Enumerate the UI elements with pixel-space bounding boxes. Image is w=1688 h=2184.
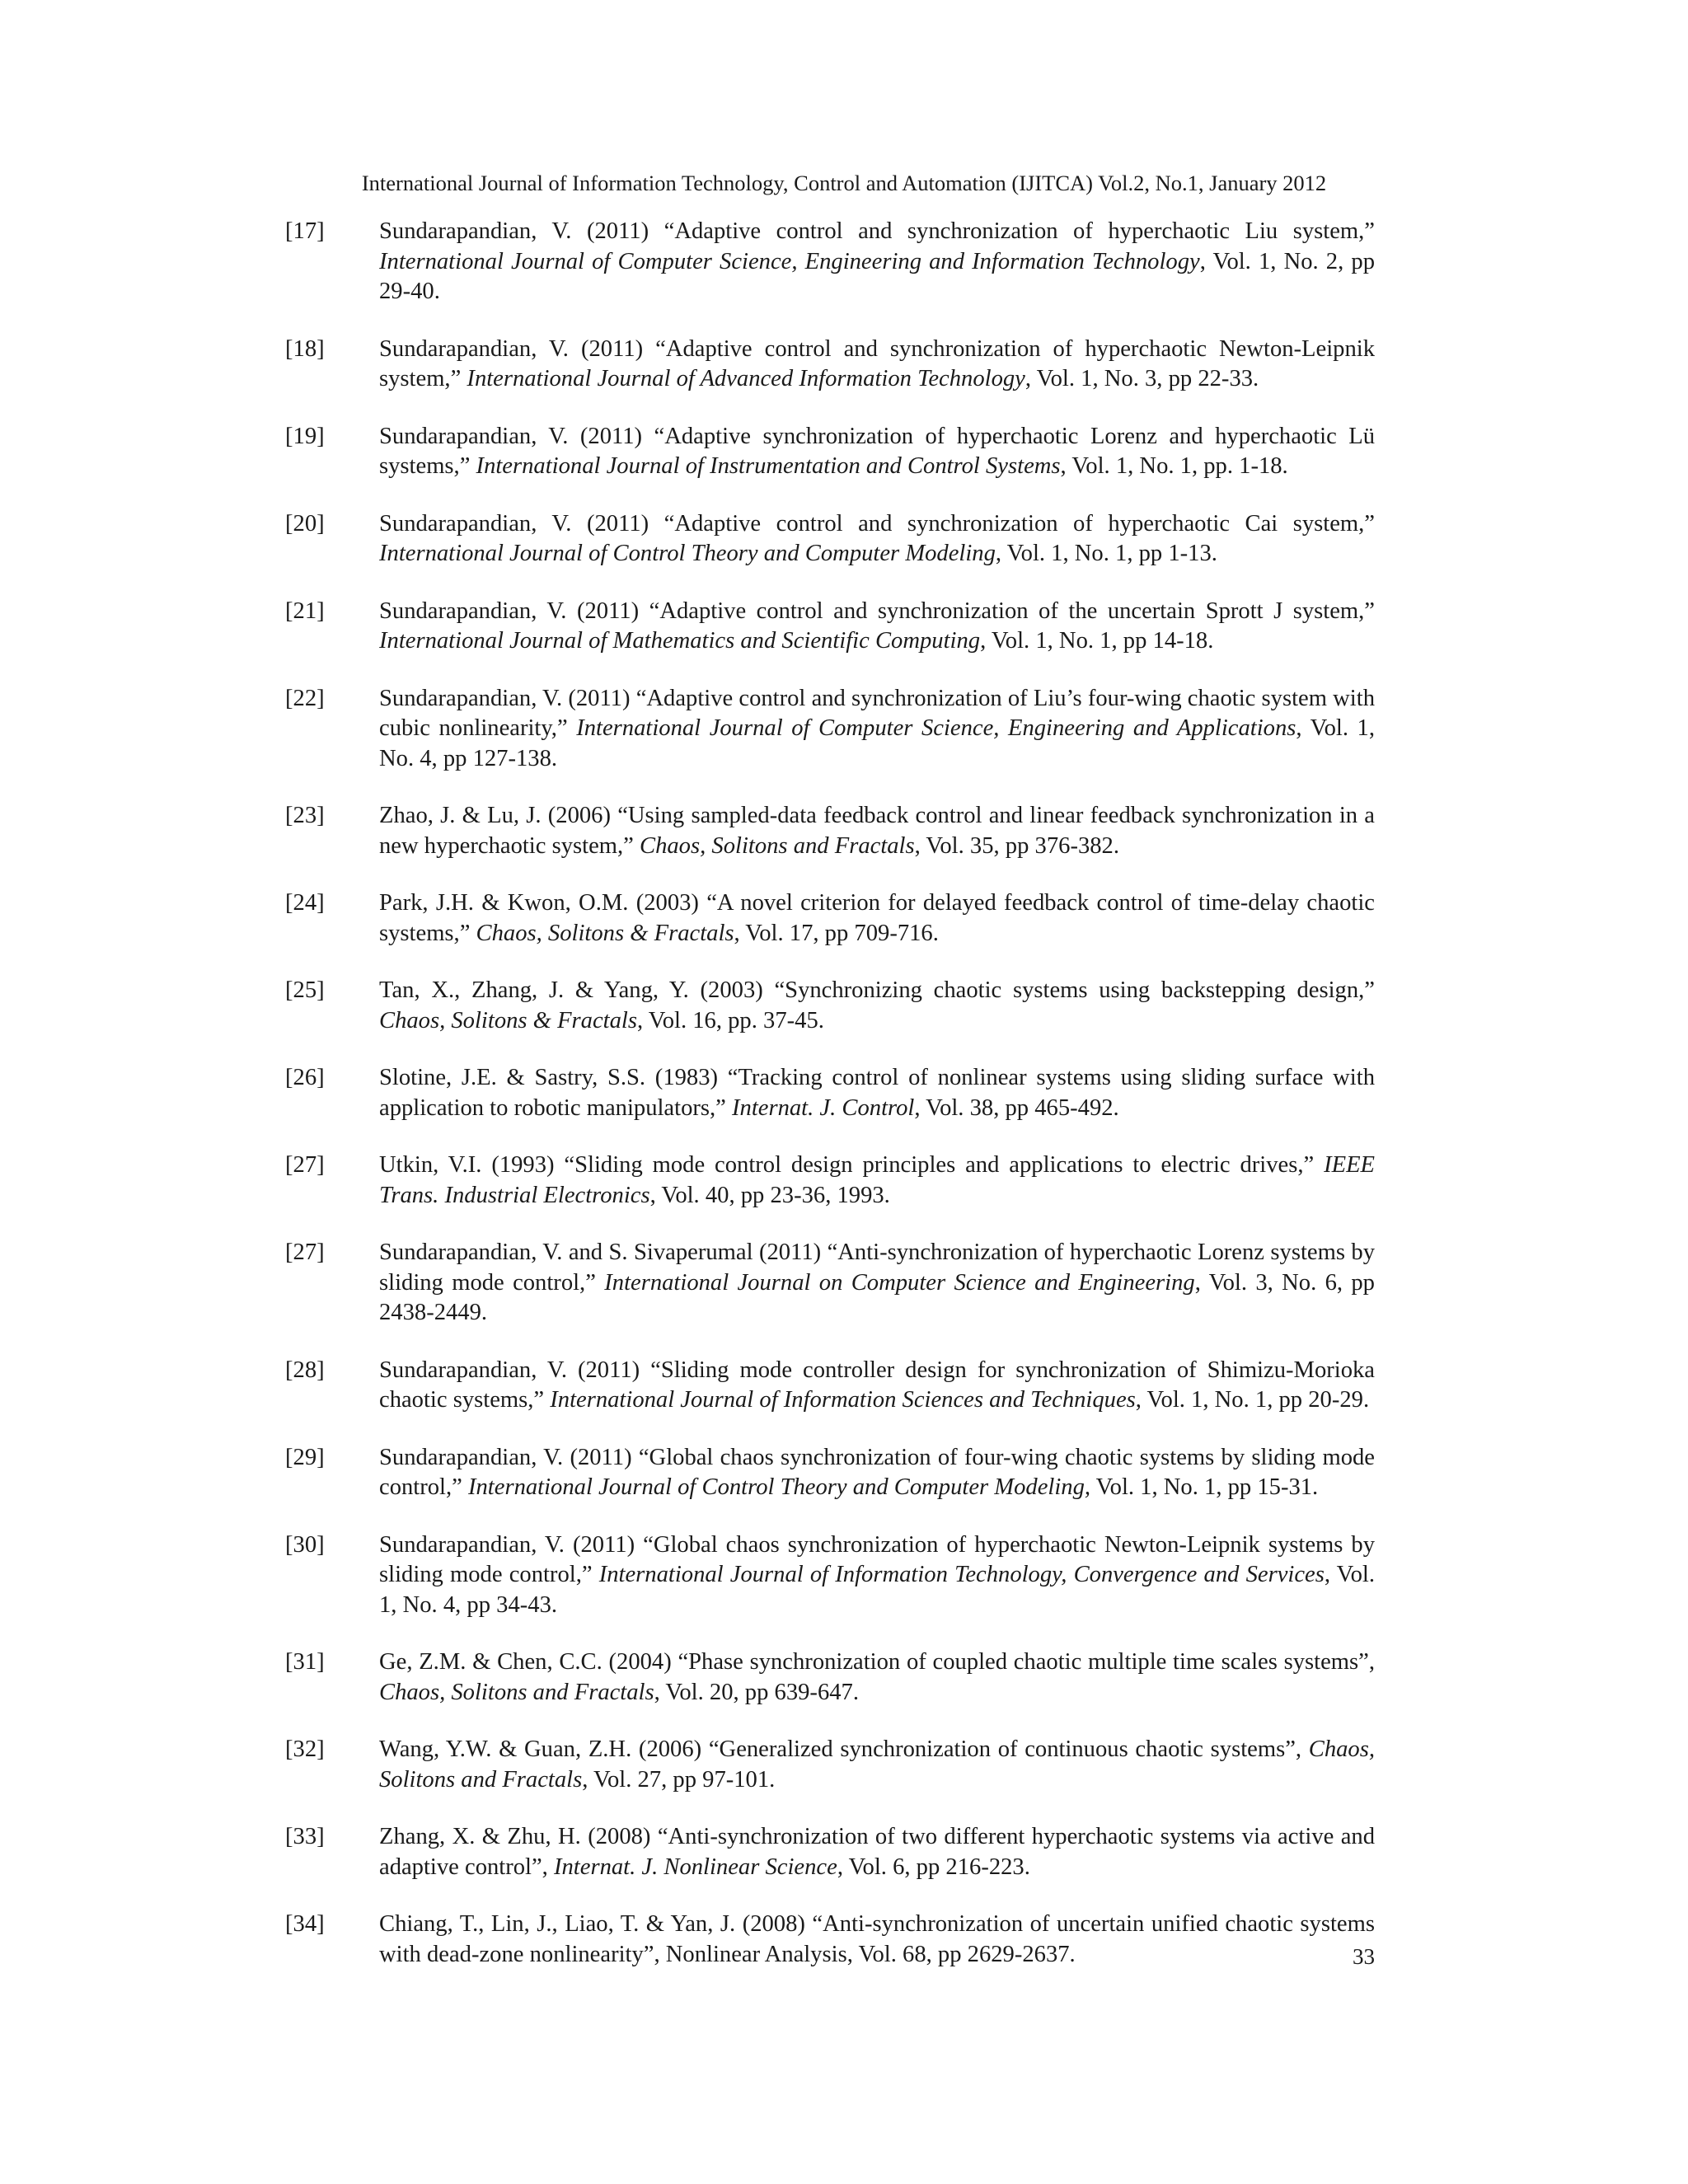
reference-venue: Chaos, Solitons and Fractals (640, 832, 915, 859)
reference-venue: International Journal of Instrumentation and Control Systems (476, 453, 1061, 479)
reference-number: [25] (285, 977, 325, 1003)
reference-text: Wang, Y.W. & Guan, Z.H. (2006) “Generalized synchronization of continuous chaotic systems”, Chaos, Solitons and Fractals, Vol. 27, pp 97-101. (379, 1736, 1375, 1793)
reference-venue: International Journal of Mathematics and Scientific Computing (379, 628, 981, 654)
running-header: International Journal of Information Technology, Control and Automation (IJITCA) Vol.2, No.1, January 2012 (361, 171, 1327, 195)
reference-number: [18] (285, 335, 325, 362)
reference-text: Park, J.H. & Kwon, O.M. (2003) “A novel criterion for delayed feedback control of time-delay chaotic systems,” Chaos, Solitons & Fractals, Vol. 17, pp 709-716. (379, 890, 1375, 946)
reference-text: Ge, Z.M. & Chen, C.C. (2004) “Phase synchronization of coupled chaotic multiple time scales systems”, Chaos, Solitons and Fractals, Vol. 20, pp 639-647. (379, 1649, 1375, 1705)
reference-venue: International Journal of Advanced Information Technology (467, 366, 1025, 391)
reference-item (285, 888, 1375, 949)
reference-item (285, 801, 1375, 861)
reference-number: [17] (285, 218, 325, 244)
reference-item (285, 1735, 1375, 1795)
reference-venue: International Journal of Control Theory and Computer Modeling, (467, 1474, 1091, 1500)
reference-item (285, 1910, 1375, 1970)
reference-item (285, 1647, 1375, 1708)
reference-venue: International Journal on Computer Science and Engineering (604, 1269, 1195, 1296)
reference-number: [34] (285, 1911, 325, 1937)
reference-text: Slotine, J.E. & Sastry, S.S. (1983) “Tracking control of nonlinear systems using sliding surface with application to robotic manipulators,” Internat. J. Control, Vol. 38, pp 465-492. (379, 1065, 1375, 1121)
reference-venue: Chaos, Solitons & Fractals (476, 920, 734, 946)
reference-number: [28] (285, 1357, 325, 1383)
page-number: 33 (1353, 1944, 1375, 1969)
reference-number: [29] (285, 1444, 325, 1470)
reference-number: [21] (285, 598, 325, 624)
reference-item (285, 1822, 1375, 1882)
reference-number: [30] (285, 1531, 325, 1558)
reference-item (285, 1238, 1375, 1329)
reference-item (285, 1151, 1375, 1211)
reference-item (285, 1063, 1375, 1123)
reference-text: Zhao, J. & Lu, J. (2006) “Using sampled-data feedback control and linear feedback synchronization in a new hyperchaotic system,” Chaos, Solitons and Fractals, Vol. 35, pp 376-382. (379, 803, 1375, 859)
reference-number: [27] (285, 1152, 325, 1178)
reference-item (285, 1443, 1375, 1503)
reference-venue: IEEE Trans. Industrial Electronics (379, 1152, 1375, 1208)
reference-text: Sundarapandian, V. (2011) “Global chaos synchronization of four-wing chaotic systems by sliding mode control,” International Journal of Control Theory and Computer Modeling, Vol. 1, No. 1, pp 15-31. (379, 1444, 1375, 1500)
reference-item (285, 422, 1375, 482)
reference-text: Zhang, X. & Zhu, H. (2008) “Anti-synchronization of two different hyperchaotic systems via active and adaptive control”, Internat. J. Nonlinear Science, Vol. 6, pp 216-223. (379, 1824, 1375, 1880)
reference-venue: Chaos, Solitons & Fractals (379, 1007, 637, 1033)
reference-venue: Chaos, Solitons and Fractals (379, 1736, 1375, 1793)
reference-venue: International Journal of Information Sciences and Techniques (550, 1387, 1136, 1413)
reference-number: [26] (285, 1065, 325, 1090)
reference-venue: International Journal of Information Technology, Convergence and Services (598, 1562, 1325, 1587)
reference-text: Sundarapandian, V. and S. Sivaperumal (2011) “Anti-synchronization of hyperchaotic Lorenz systems by sliding mode control,” International Journal on Computer Science and Engineering, Vol. 3, No. 6, pp 2438-2449. (379, 1240, 1375, 1325)
reference-number: [27] (285, 1240, 325, 1265)
reference-text: Sundarapandian, V. (2011) “Adaptive control and synchronization of hyperchaotic Newton-Leipnik system,” International Journal of Advanced Information Technology, Vol. 1, No. 3, pp 22-33. (379, 335, 1375, 391)
reference-text: Sundarapandian, V. (2011) “Adaptive synchronization of hyperchaotic Lorenz and hyperchaotic Lü systems,” International Journal of Instrumentation and Control Systems, Vol. 1, No. 1, pp. 1-18. (379, 423, 1375, 479)
reference-item (285, 1356, 1375, 1416)
reference-text: Sundarapandian, V. (2011) “Global chaos synchronization of hyperchaotic Newton-Leipnik systems by sliding mode control,” International Journal of Information Technology, Convergence and Services, Vol. 1, No. 4, pp 34-43. (379, 1531, 1375, 1618)
reference-number: [22] (285, 685, 325, 711)
reference-text: Utkin, V.I. (1993) “Sliding mode control design principles and applications to electric drives,” IEEE Trans. Industrial Electronics, Vol. 40, pp 23-36, 1993. (379, 1152, 1375, 1208)
reference-text: Sundarapandian, V. (2011) “Adaptive control and synchronization of Liu’s four-wing chaotic system with cubic nonlinearity,” International Journal of Computer Science, Engineering and Applications, Vol. 1, No. 4, pp 127-138. (379, 685, 1375, 771)
reference-item (285, 1530, 1375, 1621)
reference-number: [20] (285, 510, 325, 537)
reference-number: [32] (285, 1736, 325, 1762)
reference-text: Sundarapandian, V. (2011) “Sliding mode controller design for synchronization of Shimizu-Morioka chaotic systems,” International Journal of Information Sciences and Techniques, Vol. 1, No. 1, pp 20-29. (379, 1357, 1375, 1413)
reference-text: Tan, X., Zhang, J. & Yang, Y. (2003) “Synchronizing chaotic systems using backstepping design,” Chaos, Solitons & Fractals, Vol. 16, pp. 37-45. (379, 977, 1375, 1033)
reference-item (285, 335, 1375, 395)
reference-number: [31] (285, 1649, 325, 1675)
reference-item (285, 217, 1375, 307)
reference-number: [19] (285, 423, 325, 449)
reference-venue: International Journal of Computer Science, Engineering and Applications (576, 715, 1296, 741)
reference-item (285, 684, 1375, 775)
reference-text: Sundarapandian, V. (2011) “Adaptive control and synchronization of hyperchaotic Cai system,” International Journal of Control Theory and Computer Modeling, Vol. 1, No. 1, pp 1-13. (379, 510, 1375, 566)
reference-list (285, 217, 1375, 1997)
reference-text: Chiang, T., Lin, J., Liao, T. & Yan, J. (2008) “Anti-synchronization of uncertain unified chaotic systems with dead-zone nonlinearity”, Nonlinear Analysis, Vol. 68, pp 2629-2637. (379, 1911, 1375, 1967)
reference-venue: Internat. J. Nonlinear Science (553, 1854, 837, 1880)
reference-item (285, 509, 1375, 569)
reference-item (285, 976, 1375, 1036)
reference-venue: Internat. J. Control (732, 1094, 915, 1121)
reference-item (285, 597, 1375, 657)
reference-text: Sundarapandian, V. (2011) “Adaptive control and synchronization of hyperchaotic Liu system,” International Journal of Computer Science, Engineering and Information Technology, Vol. 1, No. 2, pp 29-40. (379, 218, 1375, 304)
reference-text: Sundarapandian, V. (2011) “Adaptive control and synchronization of the uncertain Sprott J system,” International Journal of Mathematics and Scientific Computing, Vol. 1, No. 1, pp 14-18. (379, 598, 1375, 654)
reference-number: [33] (285, 1824, 325, 1849)
reference-venue: Chaos, Solitons and Fractals (379, 1679, 654, 1705)
reference-number: [24] (285, 890, 325, 916)
reference-number: [23] (285, 803, 325, 828)
reference-venue: International Journal of Computer Science, Engineering and Information Technology (379, 248, 1200, 274)
reference-venue: International Journal of Control Theory and Computer Modeling (379, 541, 996, 566)
